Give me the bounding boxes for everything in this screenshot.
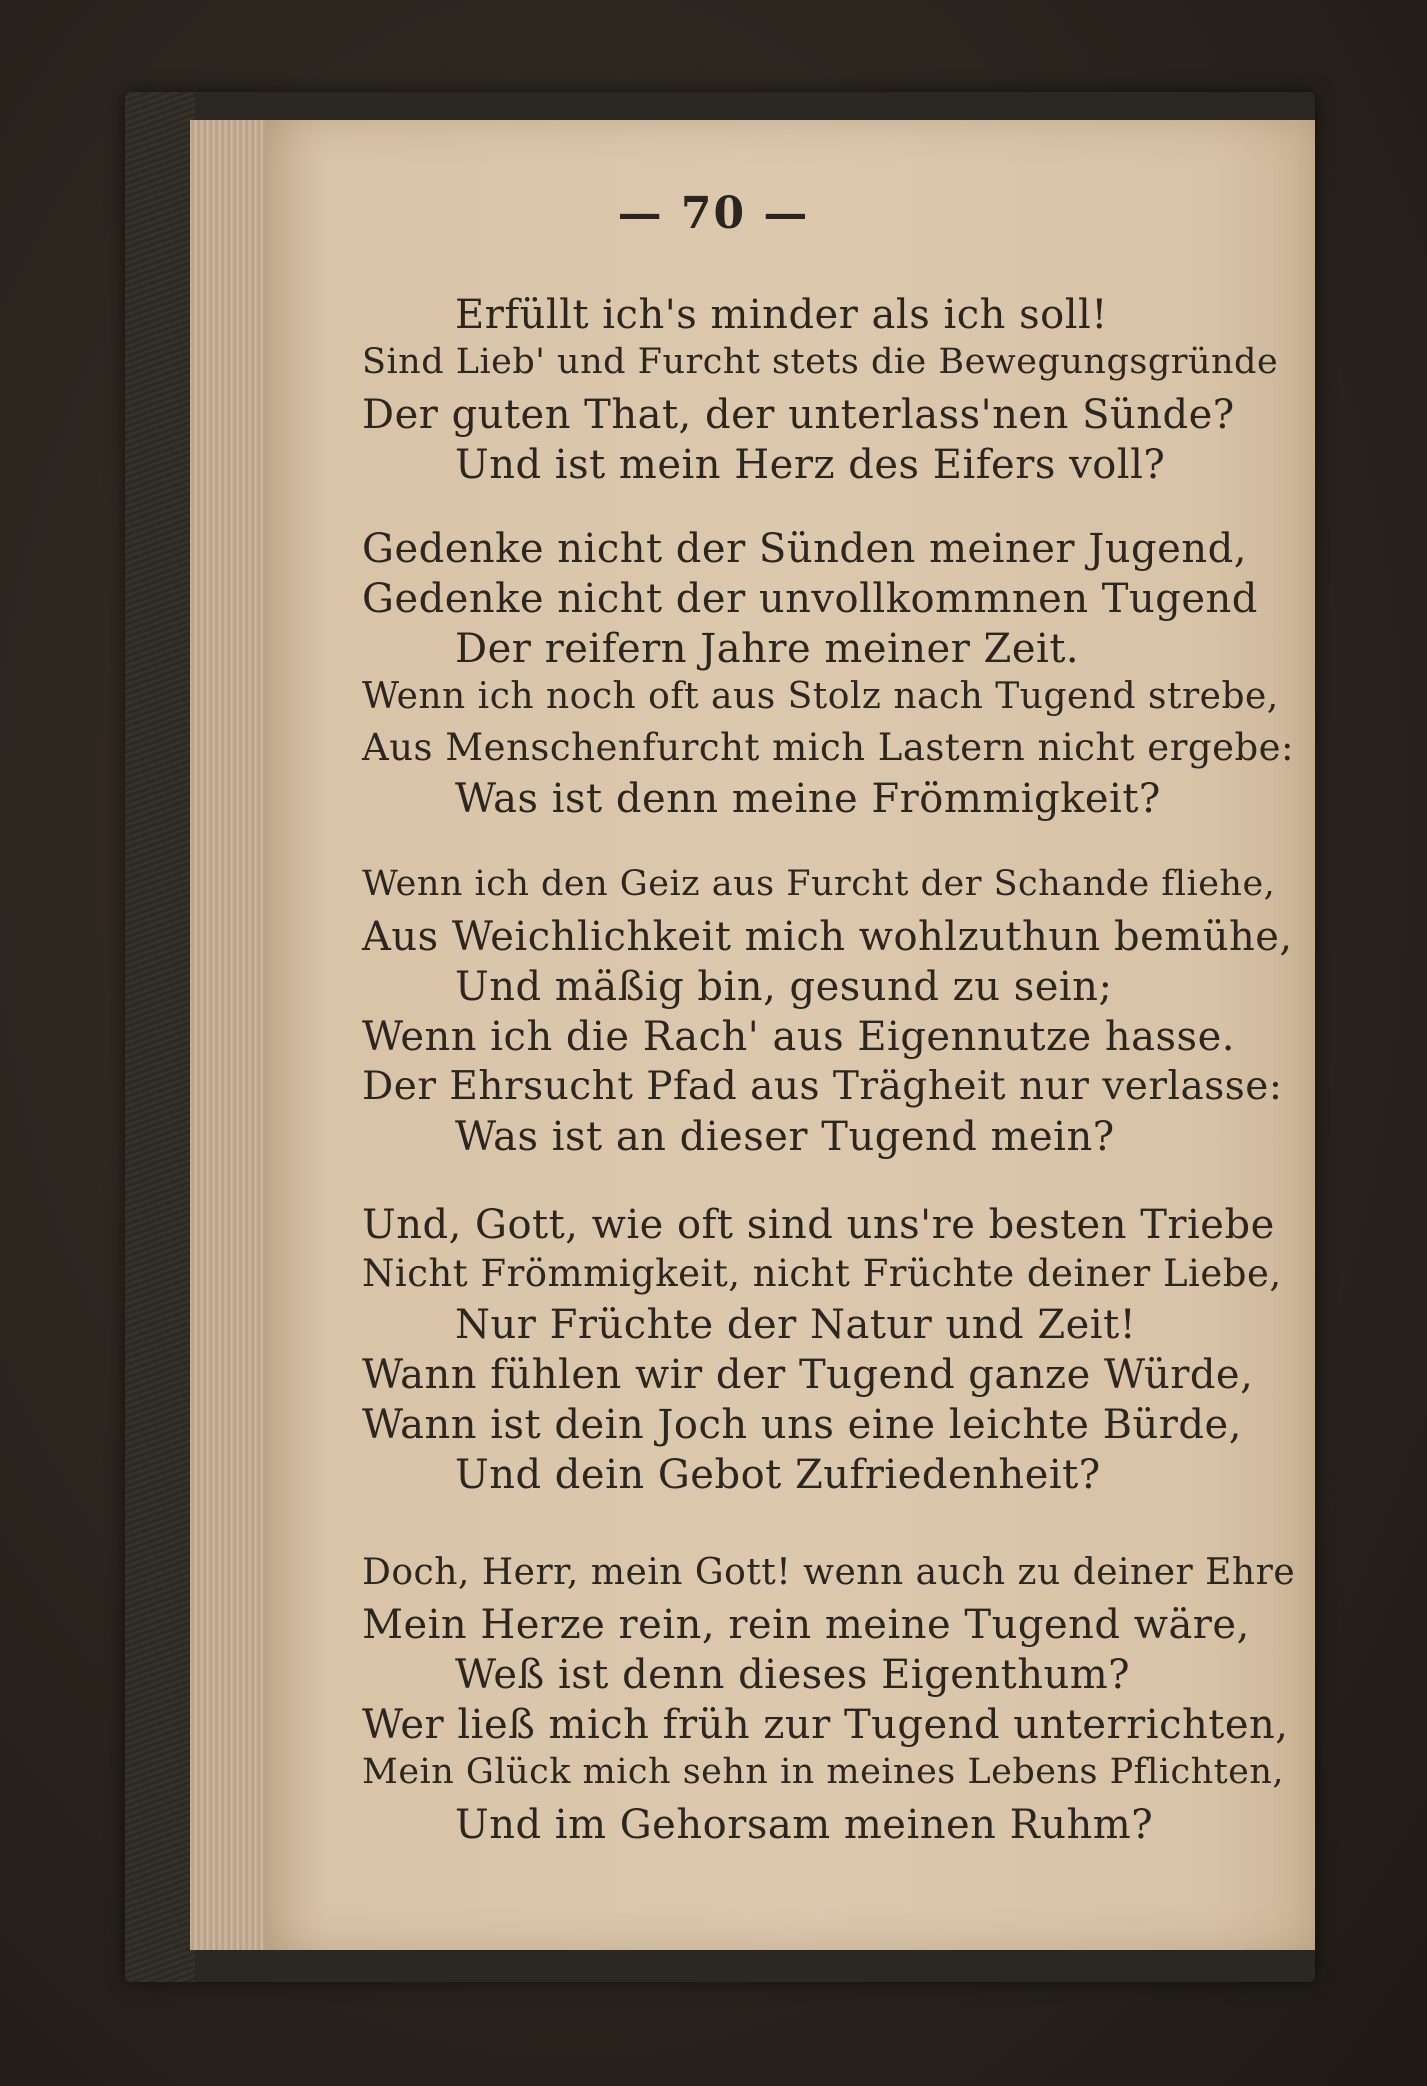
page-number: — 70 — [617, 188, 810, 239]
poem-line: Und im Gehorsam meinen Ruhm? [455, 1802, 1154, 1848]
poem-line: Aus Menschenfurcht mich Lastern nicht ergebe: [362, 726, 1295, 769]
poem-line: Der Ehrsucht Pfad aus Trägheit nur verlasse: [362, 1064, 1283, 1109]
poem-line: Mein Herze rein, rein meine Tugend wäre, [362, 1602, 1250, 1648]
poem-line: Wann ist dein Joch uns eine leichte Bürde, [362, 1402, 1242, 1448]
poem-line: Erfüllt ich's minder als ich soll! [455, 292, 1108, 338]
poem-line: Sind Lieb' und Furcht stets die Bewegungsgründe [362, 342, 1279, 382]
poem-line: Wenn ich die Rach' aus Eigennutze hasse. [362, 1014, 1235, 1060]
poem-line: Und ist mein Herz des Eifers voll? [455, 442, 1166, 488]
poem-line: Gedenke nicht der unvollkommnen Tugend [362, 576, 1258, 622]
poem-line: Doch, Herr, mein Gott! wenn auch zu deiner Ehre [362, 1552, 1296, 1593]
poem-line: Nur Früchte der Natur und Zeit! [455, 1302, 1137, 1348]
poem-line: Aus Weichlichkeit mich wohlzuthun bemühe, [362, 914, 1293, 960]
poem-line: Wenn ich noch oft aus Stolz nach Tugend strebe, [362, 676, 1279, 717]
poem-line: Was ist an dieser Tugend mein? [455, 1114, 1115, 1160]
book-spine [125, 92, 195, 1982]
poem-line: Wann fühlen wir der Tugend ganze Würde, [362, 1352, 1254, 1398]
poem-line: Der reifern Jahre meiner Zeit. [455, 626, 1080, 672]
poem-line: Mein Glück mich sehn in meines Lebens Pflichten, [362, 1752, 1285, 1792]
poem-line: Und, Gott, wie oft sind uns're besten Triebe [362, 1202, 1275, 1248]
poem-line: Wer ließ mich früh zur Tugend unterrichten, [362, 1702, 1289, 1748]
poem-line: Weß ist denn dieses Eigenthum? [455, 1652, 1131, 1698]
poem-line: Und mäßig bin, gesund zu sein; [455, 964, 1113, 1010]
poem-line: Und dein Gebot Zufriedenheit? [455, 1452, 1101, 1498]
poem-line: Der guten That, der unterlass'nen Sünde? [362, 392, 1235, 438]
poem-line: Nicht Frömmigkeit, nicht Früchte deiner Liebe, [362, 1252, 1282, 1295]
poem-line: Wenn ich den Geiz aus Furcht der Schande fliehe, [362, 864, 1276, 904]
poem-line: Gedenke nicht der Sünden meiner Jugend, [362, 526, 1247, 572]
poem-line: Was ist denn meine Frömmigkeit? [455, 776, 1161, 822]
